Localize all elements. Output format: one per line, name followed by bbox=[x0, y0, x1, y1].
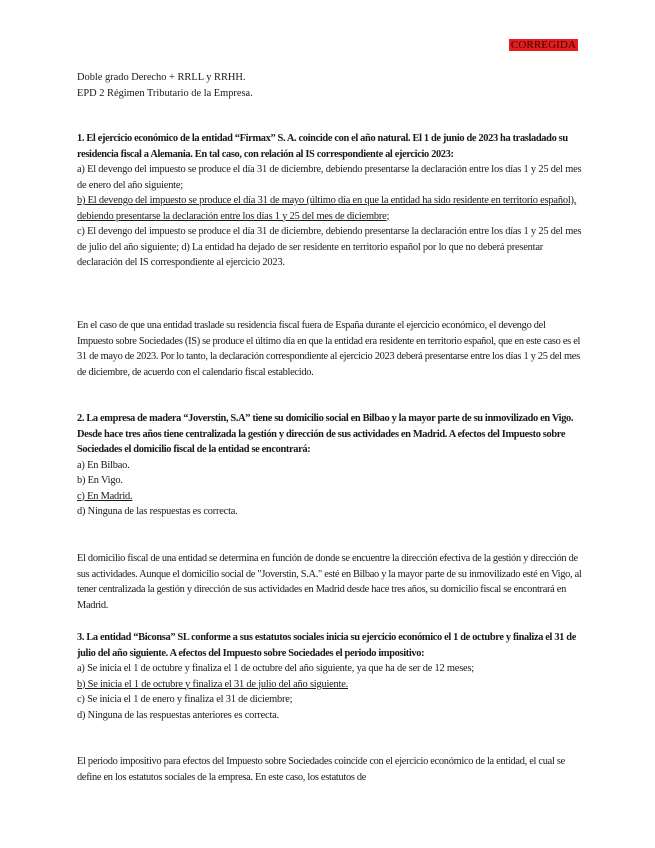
header-course: EPD 2 Régimen Tributario de la Empresa. bbox=[77, 87, 253, 99]
question-2 bbox=[77, 411, 582, 520]
question-1-option-b-correct: b) El devengo del impuesto se produce el día 31 de mayo (último día en que la entidad ha sido residente en territorio español), debiendo presentarse la declaración entre los días 1 y 25 del mes de diciembre; bbox=[77, 195, 577, 222]
question-1 bbox=[77, 131, 582, 271]
question-3-option-a: a) Se inicia el 1 de octubre y finaliza el 1 de octubre del año siguiente, ya que ha de ser de 12 meses; bbox=[77, 663, 474, 674]
question-3-explanation-text: El periodo impositivo para efectos del Impuesto sobre Sociedades coincide con el ejercicio económico de la entidad, el cual se define en los estatutos sociales de la empresa. En este caso, los estatutos de bbox=[77, 756, 565, 783]
question-1-explanation-text: En el caso de que una entidad traslade su residencia fiscal fuera de España durante el ejercicio económico, el devengo del Impuesto sobre Sociedades (IS) se produce el último día en que la entidad era residente en territorio español, que en este caso es el 31 de mayo de 2023. Por lo tanto, la declaración correspondiente al ejercicio 2023 deberá presentarse entre los días 1 y 25 del mes de diciembre, de acuerdo con el calendario fiscal establecido. bbox=[77, 320, 581, 378]
question-3-option-c: c) Se inicia el 1 de enero y finaliza el 31 de diciembre; bbox=[77, 694, 293, 705]
question-1-explanation bbox=[77, 318, 582, 380]
question-3-option-d: d) Ninguna de las respuestas anteriores es correcta. bbox=[77, 709, 279, 721]
question-1-text: 1. El ejercicio económico de la entidad “Firmax” S. A. coincide con el año natural. El 1 de junio de 2023 ha trasladado su residencia fiscal a Alemania. En tal caso, con relación al IS correspondiente al ejercicio 2023: bbox=[77, 133, 568, 160]
document-header bbox=[77, 70, 582, 101]
question-1-option-c-d: c) El devengo del impuesto se produce el día 31 de diciembre, debiendo presentarse la declaración entre los días 1 y 25 del mes de julio del año siguiente; d) La entidad ha dejado de ser residente en territorio español por lo que no deberá presentar declaración del IS correspondiente al ejercicio 2023. bbox=[77, 226, 582, 268]
question-3-text: 3. La entidad “Biconsa” SL conforme a sus estatutos sociales inicia su ejercicio económico el 1 de octubre y finaliza el 31 de julio del año siguiente. A efectos del Impuesto sobre Sociedades el periodo impositivo: bbox=[77, 632, 576, 659]
corrected-badge: CORREGIDA bbox=[510, 39, 576, 51]
header-degree: Doble grado Derecho + RRLL y RRHH. bbox=[77, 72, 246, 83]
question-2-explanation-text: El domicilio fiscal de una entidad se determina en función de donde se encuentre la dirección efectiva de la gestión y dirección de sus actividades. Aunque el domicilio social de "Joverstin, S.A." esté en Bilbao y la mayor parte de su inmovilizado esté en Vigo, al tener centralizada la gestión y dirección de sus actividades en Madrid desde hace tres años, su domicilio fiscal se encontrará en Madrid. bbox=[77, 553, 582, 611]
question-1-option-a: a) El devengo del impuesto se produce el día 31 de diciembre, debiendo presentarse la declaración entre los días 1 y 25 del mes de enero del año siguiente; bbox=[77, 164, 582, 191]
question-3-explanation bbox=[77, 754, 582, 785]
question-3-option-b-correct: b) Se inicia el 1 de octubre y finaliza el 31 de julio del año siguiente. bbox=[77, 678, 349, 690]
question-2-option-d: d) Ninguna de las respuestas es correcta. bbox=[77, 506, 238, 517]
question-2-option-b: b) En Vigo. bbox=[77, 475, 123, 486]
question-2-explanation bbox=[77, 551, 582, 613]
question-2-text: 2. La empresa de madera “Joverstin, S.A” tiene su domicilio social en Bilbao y la mayor parte de su inmovilizado en Vigo. Desde hace tres años tiene centralizada la gestión y dirección de sus actividades en Madrid. A efectos del Impuesto sobre Sociedades el domicilio fiscal de la entidad se encontrará: bbox=[77, 413, 574, 455]
question-2-option-c-correct: c) En Madrid. bbox=[77, 490, 133, 502]
question-2-option-a: a) En Bilbao. bbox=[77, 459, 130, 471]
question-3 bbox=[77, 630, 582, 723]
